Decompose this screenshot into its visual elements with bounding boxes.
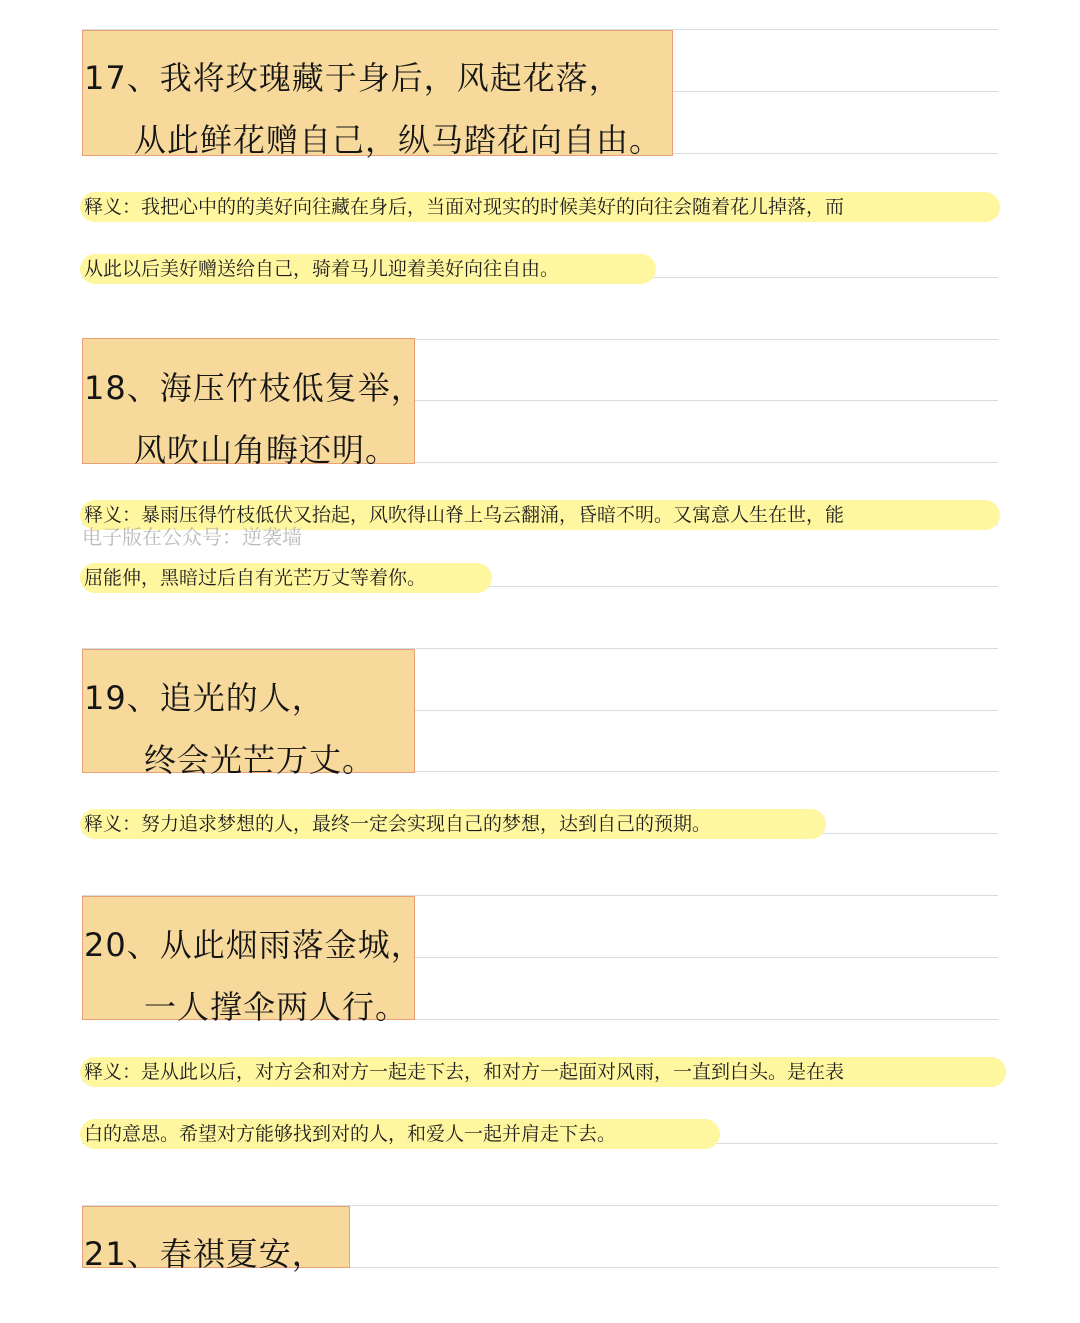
explanation-line: 释义：我把心中的的美好向往藏在身后，当面对现实的时候美好的向往会随着花儿掉落，而 — [84, 196, 845, 218]
quote-line: 19、追光的人， — [84, 679, 325, 717]
watermark: 电子版在公众号：逆袭墙 — [82, 525, 302, 549]
quote-line: 18、海压竹枝低复举， — [84, 369, 424, 407]
quote-line: 终会光芒万丈。 — [144, 741, 376, 779]
explanation-line: 白的意思。希望对方能够找到对的人，和爱人一起并肩走下去。 — [84, 1123, 617, 1145]
quote-line: 一人撑伞两人行。 — [144, 988, 409, 1026]
quote-line: 17、我将玫瑰藏于身后，风起花落， — [84, 59, 622, 97]
explanation-line: 从此以后美好赠送给自己，骑着马儿迎着美好向往自由。 — [84, 258, 560, 280]
explanation-line: 屈能伸，黑暗过后自有光芒万丈等着你。 — [84, 567, 427, 589]
explanation-line: 释义：暴雨压得竹枝低伏又抬起，风吹得山脊上乌云翻涌，昏暗不明。又寓意人生在世，能 — [84, 504, 845, 526]
quote-line: 20、从此烟雨落金城， — [84, 926, 424, 964]
quote-line: 风吹山角晦还明。 — [134, 431, 399, 469]
explanation-line: 释义：是从此以后，对方会和对方一起走下去，和对方一起面对风雨，一直到白头。是在表 — [84, 1061, 845, 1083]
quote-line: 从此鲜花赠自己，纵马踏花向自由。 — [134, 121, 663, 159]
explanation-line: 释义：努力追求梦想的人，最终一定会实现自己的梦想，达到自己的预期。 — [84, 813, 712, 835]
quote-line: 21、春祺夏安， — [84, 1235, 325, 1273]
